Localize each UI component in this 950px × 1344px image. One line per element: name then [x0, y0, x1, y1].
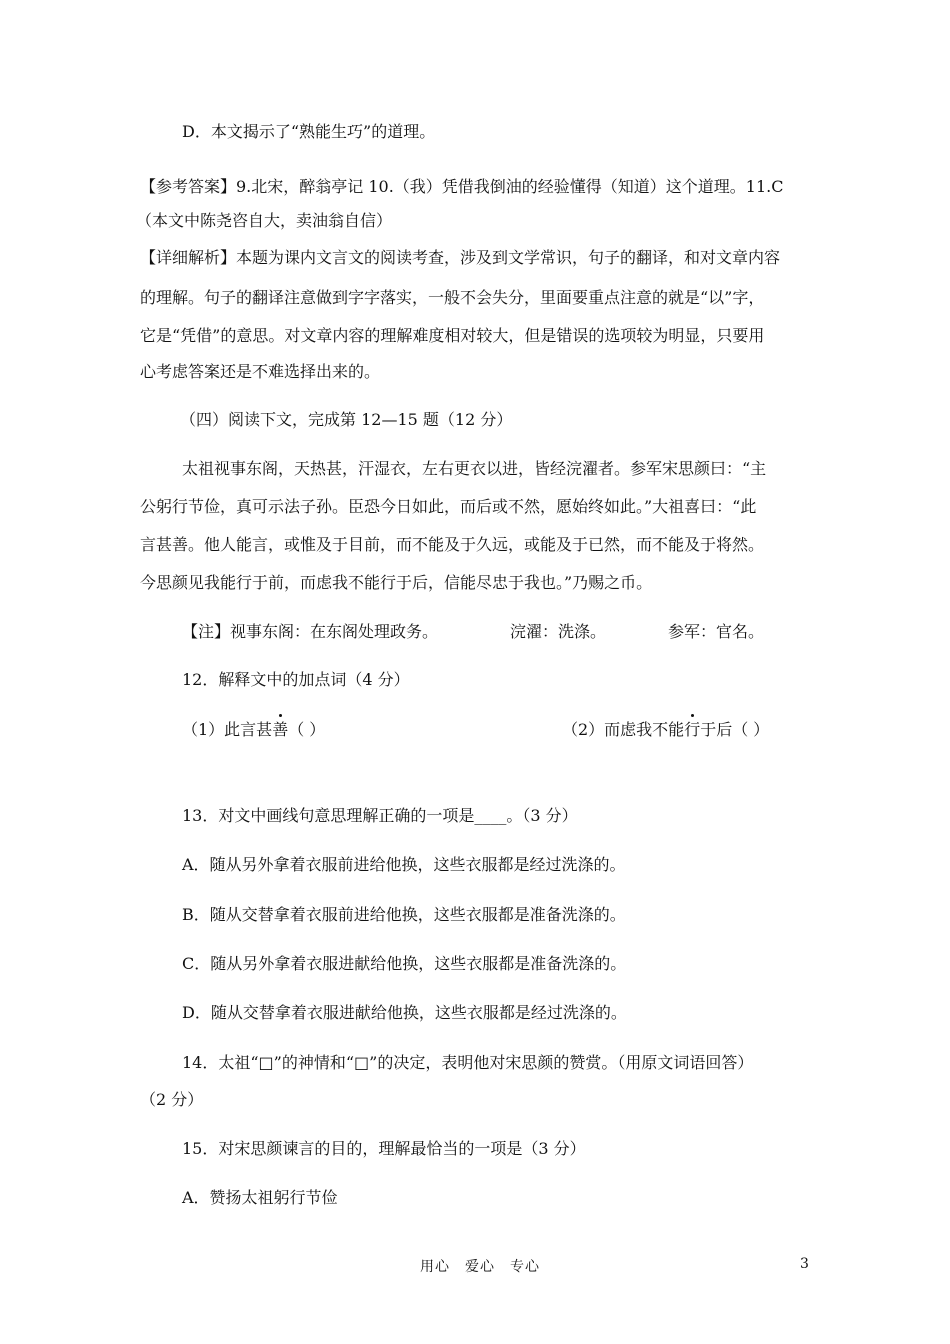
question-13-option-c: C．随从另外拿着衣服进献给他换，这些衣服都是准备洗涤的。 — [182, 954, 627, 973]
option-d-prev: D．本文揭示了“熟能生巧”的道理。 — [182, 122, 436, 141]
note-officer: 参军：官名。 — [668, 622, 765, 641]
question-12: 12．解释文中的加点词（4 分） — [182, 670, 410, 689]
q12-2-prefix: （2）而虑我不能 — [562, 720, 685, 739]
question-15-option-a: A．赞扬太祖躬行节俭 — [182, 1188, 338, 1207]
question-12-item-1 — [182, 719, 325, 741]
analysis-line-1: 【详细解析】本题为课内文言文的阅读考查，涉及到文学常识，句子的翻译，和对文章内容 — [140, 248, 781, 267]
question-13-option-a: A．随从另外拿着衣服前进给他换，这些衣服都是经过洗涤的。 — [182, 855, 626, 874]
note-wash: 浣濯：洗涤。 — [510, 622, 607, 641]
passage-line-3: 言甚善。他人能言，或惟及于目前，而不能及于久远，或能及于已然，而不能及于将然。 — [140, 535, 765, 554]
question-14-line-1: 14．太祖“□”的神情和“□”的决定，表明他对宋思颜的赞赏。（用原文词语回答） — [182, 1053, 754, 1072]
question-14-line-2: （2 分） — [140, 1090, 204, 1109]
note-sight-east-pavilion: 【注】视事东阁：在东阁处理政务。 — [182, 622, 439, 641]
passage-line-2: 公躬行节俭，真可示法子孙。臣恐今日如此，而后或不然，愿始终如此。”大祖喜曰：“此 — [140, 497, 757, 516]
q12-1-prefix: （1）此言甚 — [182, 720, 273, 739]
analysis-line-4: 心考虑答案还是不难选择出来的。 — [140, 362, 381, 381]
passage-line-1: 太祖视事东阁，天热甚，汗湿衣，左右更衣以进，皆经浣濯者。参军宋思颜曰：“主 — [182, 459, 767, 478]
question-13: 13．对文中画线句意思理解正确的一项是____。（3 分） — [182, 806, 578, 825]
question-13-option-b: B．随从交替拿着衣服前进给他换，这些衣服都是准备洗涤的。 — [182, 905, 626, 924]
section-title: （四）阅读下文，完成第 12—15 题（12 分） — [180, 410, 513, 429]
q12-2-answer-blank[interactable]: （ ） — [732, 720, 770, 739]
q12-1-dotted-word: 善 — [272, 720, 289, 739]
reference-answer-line-1: 【参考答案】9.北宋，醉翁亭记 10.（我）凭借我倒油的经验懂得（知道）这个道理。11.C — [140, 177, 784, 196]
question-13-option-d: D．随从交替拿着衣服进献给他换，这些衣服都是经过洗涤的。 — [182, 1003, 627, 1022]
q12-2-dotted-word: 行 — [684, 720, 701, 739]
analysis-line-2: 的理解。句子的翻译注意做到字字落实，一般不会失分，里面要重点注意的就是“以”字， — [140, 288, 765, 307]
reference-answer-line-2: （本文中陈尧咨自大，卖油翁自信） — [136, 211, 393, 230]
footer-motto: 用心 爱心 专心 — [420, 1259, 540, 1275]
q12-2-suffix: 于后 — [700, 720, 733, 739]
q12-1-answer-blank[interactable]: （ ） — [288, 720, 326, 739]
page-number: 3 — [800, 1256, 809, 1272]
question-15: 15．对宋思颜谏言的目的，理解最恰当的一项是（3 分） — [182, 1139, 586, 1158]
analysis-line-3: 它是“凭借”的意思。对文章内容的理解难度相对较大，但是错误的选项较为明显，只要用 — [140, 326, 765, 345]
question-12-item-2 — [562, 719, 769, 741]
passage-line-4: 今思颜见我能行于前，而虑我不能行于后，信能尽忠于我也。”乃赐之币。 — [140, 573, 653, 592]
